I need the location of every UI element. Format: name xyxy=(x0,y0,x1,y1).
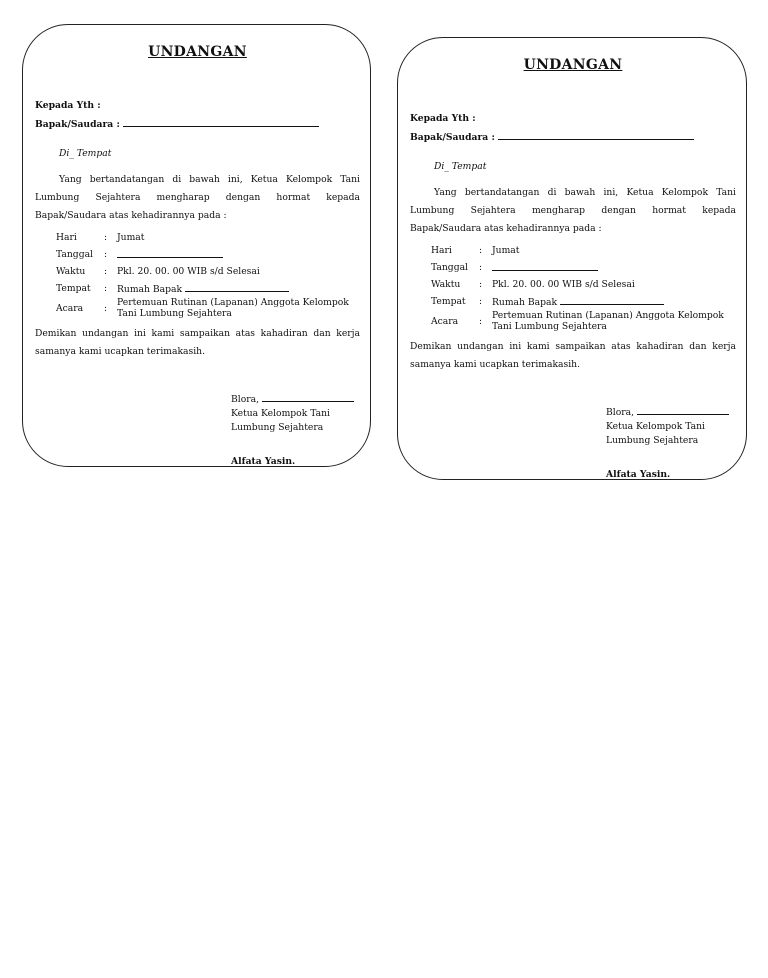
detail-row-day xyxy=(431,242,732,259)
detail-value xyxy=(117,246,357,263)
detail-label: Tempat xyxy=(56,283,91,294)
closing-paragraph: Demikan undangan ini kami sampaikan atas kahadiran dan kerja samanya kami ucapkan terimakasih. xyxy=(410,341,736,370)
detail-label: Hari xyxy=(56,232,77,243)
detail-separator: : xyxy=(104,302,108,314)
detail-separator: : xyxy=(479,296,483,307)
detail-value: Jumat xyxy=(117,232,145,243)
sign-place: Blora, xyxy=(606,407,635,418)
invitation-body xyxy=(410,54,736,479)
detail-separator: : xyxy=(104,232,108,243)
recipient-name-line xyxy=(410,130,736,145)
detail-label: Waktu xyxy=(431,279,461,290)
sign-date-blank xyxy=(637,405,729,415)
detail-value xyxy=(492,259,732,276)
invitation-title: UNDANGAN xyxy=(148,44,247,60)
recipient-name-blank xyxy=(123,117,319,127)
detail-label: Hari xyxy=(431,245,452,256)
detail-label: Tanggal xyxy=(56,249,93,260)
detail-label: Tempat xyxy=(431,296,466,307)
place-blank xyxy=(185,282,289,292)
detail-row-time xyxy=(431,276,732,293)
sign-role-2: Lumbung Sejahtera xyxy=(606,435,699,446)
detail-row-time xyxy=(56,263,357,280)
detail-row-event xyxy=(431,310,732,332)
detail-label: Acara xyxy=(56,302,84,314)
detail-value: Jumat xyxy=(492,245,520,256)
detail-separator: : xyxy=(479,315,483,327)
place-blank xyxy=(560,295,664,305)
detail-value-place xyxy=(117,280,357,297)
date-blank xyxy=(492,261,598,271)
invitation-card-2 xyxy=(397,37,747,480)
detail-value: Pkl. 20. 00. 00 WIB s/d Selesai xyxy=(117,266,260,277)
date-blank xyxy=(117,248,223,258)
invitation-title: UNDANGAN xyxy=(523,57,623,73)
recipient-label: Kepada Yth : xyxy=(35,100,101,111)
recipient-name-label: Bapak/Saudara : xyxy=(35,119,120,130)
invitation-card-1 xyxy=(22,24,371,467)
invitation-body xyxy=(35,41,360,466)
intro-paragraph: Yang bertandatangan di bawah ini, Ketua Kelompok Tani Lumbung Sejahtera mengharap dengan hormat kepada Bapak/Saudara atas kehadirannya pada : xyxy=(35,174,360,221)
detail-separator: : xyxy=(104,283,108,294)
sign-place: Blora, xyxy=(231,394,260,405)
detail-label: Waktu xyxy=(56,266,86,277)
recipient-name-line xyxy=(35,117,360,132)
detail-row-date xyxy=(431,259,732,276)
detail-separator: : xyxy=(479,245,483,256)
place-note: Di_ Tempat xyxy=(59,148,112,159)
detail-label: Tanggal xyxy=(431,262,468,273)
detail-row-day xyxy=(56,229,357,246)
detail-row-place xyxy=(431,293,732,310)
recipient-name-label: Bapak/Saudara : xyxy=(410,132,495,143)
recipient-name-blank xyxy=(498,130,694,140)
detail-value: Rumah Bapak xyxy=(117,284,183,295)
detail-separator: : xyxy=(479,279,483,290)
closing-paragraph: Demikan undangan ini kami sampaikan atas kahadiran dan kerja samanya kami ucapkan terimakasih. xyxy=(35,328,360,357)
sign-role-1: Ketua Kelompok Tani xyxy=(231,408,330,419)
detail-separator: : xyxy=(104,266,108,277)
recipient-label: Kepada Yth : xyxy=(410,113,476,124)
detail-row-date xyxy=(56,246,357,263)
sign-place-line xyxy=(606,405,729,420)
detail-value: Pkl. 20. 00. 00 WIB s/d Selesai xyxy=(492,279,635,290)
detail-label: Acara xyxy=(431,315,459,327)
detail-row-event xyxy=(56,297,357,319)
sign-name: Alfata Yasin. xyxy=(231,456,296,467)
detail-value: Pertemuan Rutinan (Lapanan) Anggota Kelompok Tani Lumbung Sejahtera xyxy=(117,297,349,319)
place-note: Di_ Tempat xyxy=(434,161,487,172)
detail-separator: : xyxy=(104,249,108,260)
sign-role-1: Ketua Kelompok Tani xyxy=(606,421,705,432)
sign-date-blank xyxy=(262,392,354,402)
sign-role-2: Lumbung Sejahtera xyxy=(231,422,324,433)
detail-value: Rumah Bapak xyxy=(492,297,558,308)
detail-value: Pertemuan Rutinan (Lapanan) Anggota Kelompok Tani Lumbung Sejahtera xyxy=(492,310,724,332)
intro-paragraph: Yang bertandatangan di bawah ini, Ketua Kelompok Tani Lumbung Sejahtera mengharap dengan hormat kepada Bapak/Saudara atas kehadirannya pada : xyxy=(410,187,736,234)
detail-separator: : xyxy=(479,262,483,273)
signature-block xyxy=(231,392,354,469)
detail-row-place xyxy=(56,280,357,297)
sign-name: Alfata Yasin. xyxy=(606,469,671,480)
detail-value-place xyxy=(492,293,732,310)
sign-place-line xyxy=(231,392,354,407)
signature-block xyxy=(606,405,729,482)
event-details xyxy=(431,242,732,332)
event-details xyxy=(56,229,357,319)
